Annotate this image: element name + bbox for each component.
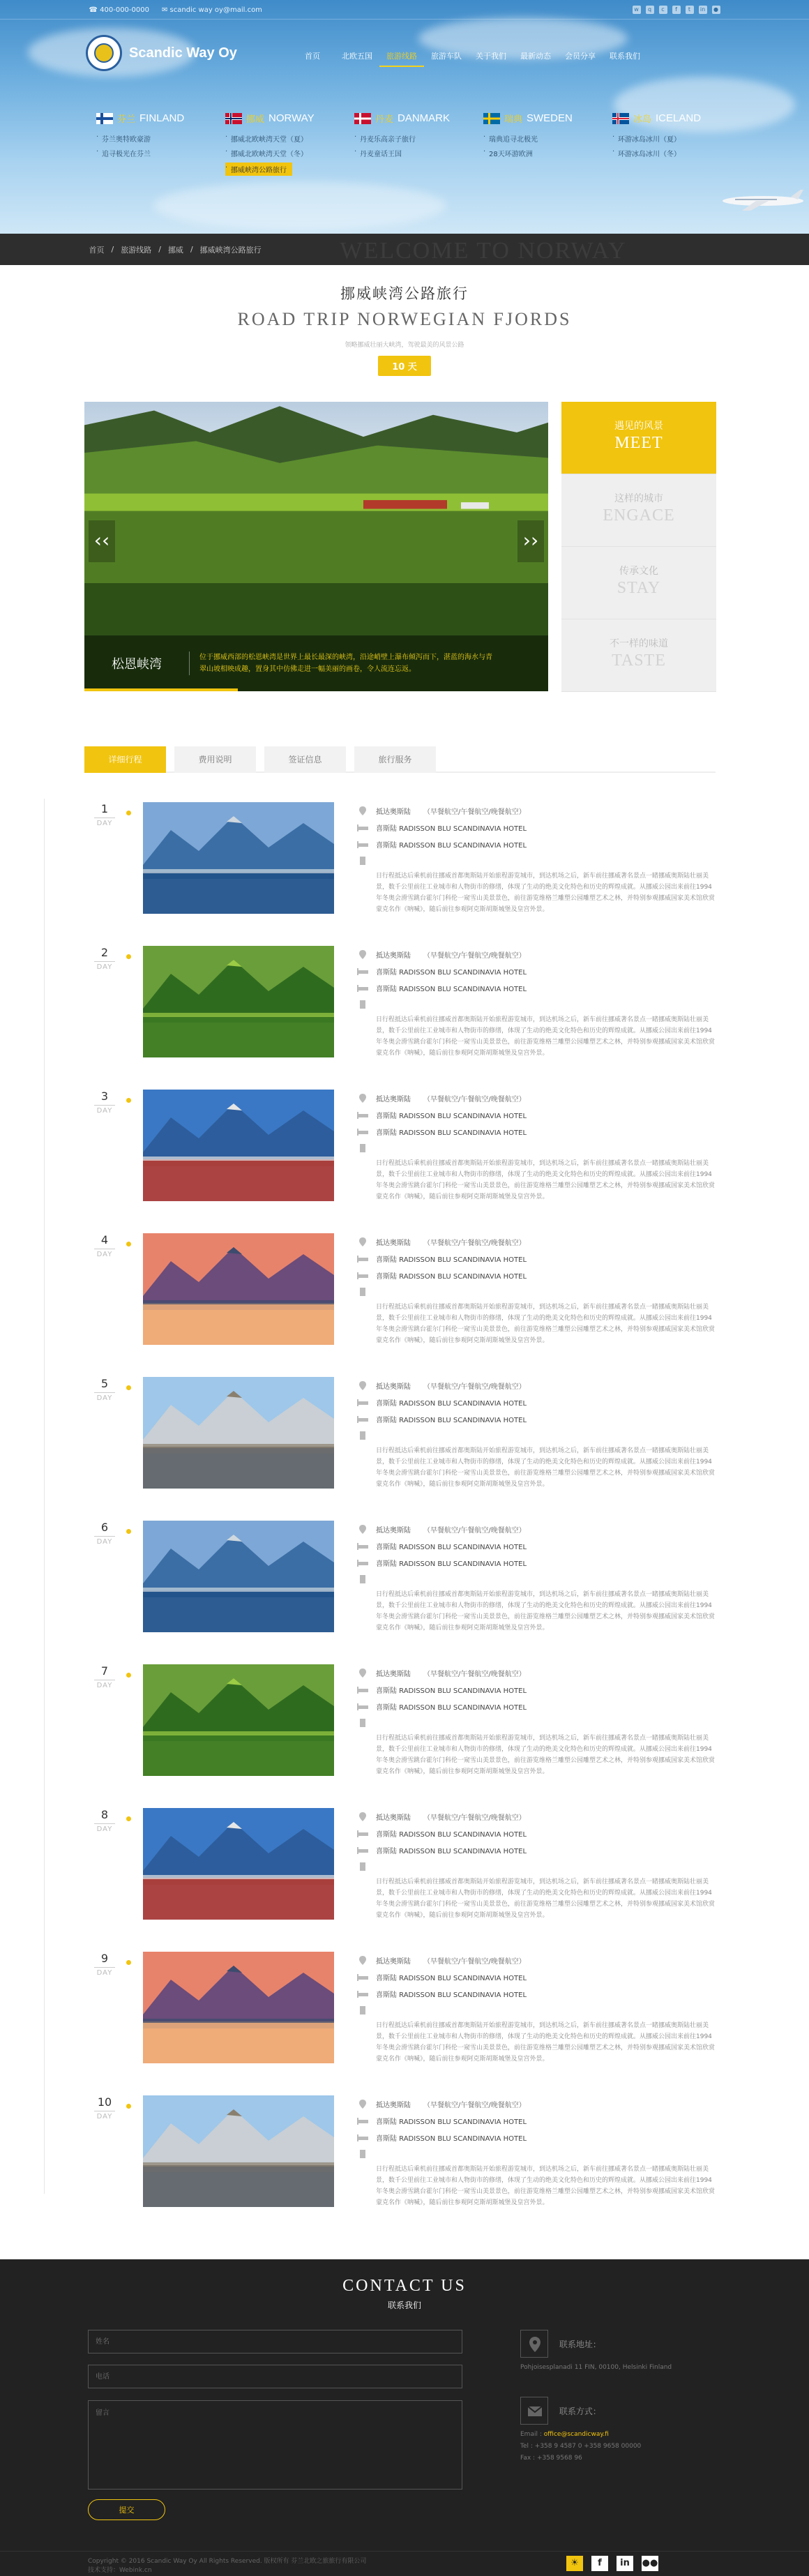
day-hotel: 喜斯陆 RADISSON BLU SCANDINAVIA HOTEL <box>376 1543 527 1551</box>
location-pin-icon <box>355 1955 370 1965</box>
location-pin-icon <box>520 2330 548 2358</box>
day-hotel: 喜斯陆 RADISSON BLU SCANDINAVIA HOTEL <box>376 985 527 993</box>
day-hotel: 喜斯陆 RADISSON BLU SCANDINAVIA HOTEL <box>376 1399 527 1408</box>
theme-tab-stay[interactable] <box>561 547 716 619</box>
document-icon <box>355 856 370 866</box>
day-number: 7 <box>100 1664 109 1678</box>
location-pin-icon <box>355 1668 370 1678</box>
day-label: DAY <box>94 961 115 971</box>
country-norway <box>225 112 354 180</box>
bed-icon <box>355 2116 370 2125</box>
contact-email[interactable]: office@scandicway.fi <box>543 2431 609 2438</box>
country-en-label: DANMARK <box>398 112 451 124</box>
itinerary-day <box>84 1521 716 1639</box>
page-title-en: ROAD TRIP NORWEGIAN FJORDS <box>237 309 572 329</box>
day-label: DAY <box>94 1105 115 1115</box>
day-place: 抵达奥斯陆 <box>376 951 411 960</box>
name-field[interactable] <box>88 2330 462 2353</box>
day-number: 9 <box>100 1952 109 1965</box>
day-description: 日行程抵达后乘机前往挪威首都奥斯陆开始旅程游览城市，到达机场之后，新车前往挪威著名景点一睹挪威奥斯陆壮丽美景，数千公里前往工业城市和人物街市的修缮，体现了生动的绝美文化特色和历史的辉煌成就。从挪威公园出来前往1994年冬奥会滑雪跳台霍尔门科伦一窥雪山美景景色，前往游览维格兰雕塑公园雕塑艺术之林，并特别参观挪威国家美术馆欣赏蒙克名作《呐喊》，随后前往参观阿克斯胡斯城堡及皇宫外景。 <box>376 2022 716 2063</box>
location-pin-icon <box>355 1237 370 1246</box>
day-number-block <box>94 946 115 971</box>
timeline-dot <box>126 1960 131 1965</box>
bed-icon <box>355 822 370 832</box>
bed-icon <box>355 1989 370 1998</box>
document-icon <box>355 2149 370 2159</box>
country-en-label: ICELAND <box>656 112 702 124</box>
bed-icon <box>355 966 370 976</box>
top-bar <box>0 0 809 20</box>
day-hotel: 喜斯陆 RADISSON BLU SCANDINAVIA HOTEL <box>376 1560 527 1568</box>
day-description: 日行程抵达后乘机前往挪威首都奥斯陆开始旅程游览城市，到达机场之后，新车前往挪威著名景点一睹挪威奥斯陆壮丽美景，数千公里前往工业城市和人物街市的修缮，体现了生动的绝美文化特色和历史的辉煌成就。从挪威公园出来前往1994年冬奥会滑雪跳台霍尔门科伦一窥雪山美景景色，前往游览维格兰雕塑公园雕塑艺术之林，并特别参观挪威国家美术馆欣赏蒙克名作《呐喊》，随后前往参观阿克斯胡斯城堡及皇宫外景。 <box>376 1447 716 1488</box>
day-number: 10 <box>97 2095 112 2109</box>
day-hotel: 喜斯陆 RADISSON BLU SCANDINAVIA HOTEL <box>376 1991 527 1999</box>
phone-text: ☎ 400-000-0000 <box>89 6 149 14</box>
theme-tab-zh: 不一样的味道 <box>610 638 668 649</box>
document-icon <box>355 1431 370 1440</box>
iceland-flag-icon <box>612 113 629 124</box>
timeline-dot <box>126 2104 131 2109</box>
day-place: 抵达奥斯陆 <box>376 1957 411 1966</box>
norway-flag-icon <box>225 113 242 124</box>
document-icon <box>355 1718 370 1728</box>
country-en-label: FINLAND <box>139 112 185 124</box>
tab-service[interactable]: 旅行服务 <box>354 746 436 773</box>
document-icon <box>355 1143 370 1153</box>
phone-number: 400-000-0000 <box>100 6 149 14</box>
footer <box>0 2259 809 2576</box>
day-number: 8 <box>100 1808 109 1821</box>
day-description: 日行程抵达后乘机前往挪威首都奥斯陆开始旅程游览城市，到达机场之后，新车前往挪威著名景点一睹挪威奥斯陆壮丽美景，数千公里前往工业城市和人物街市的修缮，体现了生动的绝美文化特色和历史的辉煌成就。从挪威公园出来前往1994年冬奥会滑雪跳台霍尔门科伦一窥雪山美景景色，前往游览维格兰雕塑公园雕塑艺术之林，并特别参观挪威国家美术馆欣赏蒙克名作《呐喊》，随后前往参观阿克斯胡斯城堡及皇宫外景。 <box>376 1016 716 1057</box>
country-en-label: SWEDEN <box>527 112 573 124</box>
day-number-block <box>94 1090 115 1115</box>
fjord-gallery <box>84 402 548 691</box>
email-text[interactable]: ✉ scandic way oy@mail.com <box>161 6 262 14</box>
route-link[interactable]: · 丹麦童话王国 <box>354 148 483 158</box>
bed-icon <box>355 1685 370 1694</box>
mailbox-icon <box>520 2397 548 2425</box>
theme-tab-taste[interactable] <box>561 619 716 692</box>
country-iceland <box>612 112 741 180</box>
location-pin-icon <box>355 806 370 815</box>
day-meals: （早餐航空/午餐航空/晚餐航空） <box>423 1239 526 1247</box>
day-number-block <box>94 1233 115 1258</box>
day-meals: （早餐航空/午餐航空/晚餐航空） <box>423 808 526 816</box>
contact-fax: +358 9568 96 <box>536 2455 582 2462</box>
timeline-dot <box>126 1673 131 1678</box>
day-place: 抵达奥斯陆 <box>376 1670 411 1678</box>
day-photo[interactable] <box>143 802 334 914</box>
day-hotel: 喜斯陆 RADISSON BLU SCANDINAVIA HOTEL <box>376 1687 527 1695</box>
itinerary-day <box>84 1233 716 1352</box>
page-title: 挪威峡湾公路旅行 <box>340 285 469 302</box>
day-number-block <box>94 1521 115 1546</box>
theme-tab-zh: 传承文化 <box>619 566 658 577</box>
bed-icon <box>355 1828 370 1838</box>
timeline-dot <box>126 1816 131 1821</box>
site-logo[interactable] <box>86 35 237 71</box>
day-photo[interactable] <box>143 1090 334 1201</box>
country-zh-label: 挪威 <box>246 114 265 124</box>
day-description: 日行程抵达后乘机前往挪威首都奥斯陆开始旅程游览城市，到达机场之后，新车前往挪威著名景点一睹挪威奥斯陆壮丽美景，数千公里前往工业城市和人物街市的修缮，体现了生动的绝美文化特色和历史的辉煌成就。从挪威公园出来前往1994年冬奥会滑雪跳台霍尔门科伦一窥雪山美景景色，前往游览维格兰雕塑公园雕塑艺术之林，并特别参观挪威国家美术馆欣赏蒙克名作《呐喊》，随后前往参观阿克斯胡斯城堡及皇宫外景。 <box>376 1878 716 1919</box>
day-photo[interactable] <box>143 1664 334 1776</box>
bed-icon <box>355 1541 370 1551</box>
day-hotel: 喜斯陆 RADISSON BLU SCANDINAVIA HOTEL <box>376 2134 527 2143</box>
gallery-prev-button[interactable]: ‹‹ <box>89 520 115 562</box>
theme-tab-zh: 这样的城市 <box>614 493 663 504</box>
location-pin-icon <box>355 1524 370 1534</box>
day-number: 1 <box>100 802 109 815</box>
sweden-flag-icon <box>483 113 500 124</box>
day-place: 抵达奥斯陆 <box>376 2101 411 2109</box>
day-label: DAY <box>94 2111 115 2121</box>
day-details <box>355 1090 716 1203</box>
day-description: 日行程抵达后乘机前往挪威首都奥斯陆开始旅程游览城市，到达机场之后，新车前往挪威著名景点一睹挪威奥斯陆壮丽美景，数千公里前往工业城市和人物街市的修缮，体现了生动的绝美文化特色和历史的辉煌成就。从挪威公园出来前往1994年冬奥会滑雪跳台霍尔门科伦一窥雪山美景景色，前往游览维格兰雕塑公园雕塑艺术之林，并特别参观挪威国家美术馆欣赏蒙克名作《呐喊》，随后前往参观阿克斯胡斯城堡及皇宫外景。 <box>376 873 716 913</box>
gallery-description: 位于挪威西部的松恩峡湾是世界上最长最深的峡湾，沿途峭壁上瀑布倾泻而下，湛蓝的海水与青翠山坡相映成趣，置身其中仿佛走进一幅美丽的画卷，令人流连忘返。 <box>189 651 496 675</box>
flickr-icon[interactable]: ●● <box>642 2556 658 2571</box>
day-meals: （早餐航空/午餐航空/晚餐航空） <box>423 2101 526 2109</box>
theme-tab-meet[interactable] <box>561 402 716 474</box>
day-hotel: 喜斯陆 RADISSON BLU SCANDINAVIA HOTEL <box>376 1416 527 1424</box>
footer-bottom <box>0 2551 809 2576</box>
document-icon <box>355 1287 370 1297</box>
submit-button[interactable]: 提交 <box>88 2499 165 2520</box>
top-social-links <box>633 6 720 14</box>
day-meals: （早餐航空/午餐航空/晚餐航空） <box>423 1526 526 1535</box>
gallery-place: 松恩峡湾 <box>112 657 162 672</box>
day-meals: （早餐航空/午餐航空/晚餐航空） <box>423 1095 526 1104</box>
location-pin-icon <box>355 1380 370 1390</box>
tab-visa[interactable]: 签证信息 <box>264 746 346 773</box>
nav-item-contact[interactable]: 联系我们 <box>610 52 640 61</box>
bed-icon <box>355 1127 370 1136</box>
route-link[interactable]: · 丹麦乐高亲子旅行 <box>354 133 483 144</box>
day-meals: （早餐航空/午餐航空/晚餐航空） <box>423 1957 526 1966</box>
day-hotel: 喜斯陆 RADISSON BLU SCANDINAVIA HOTEL <box>376 1256 527 1264</box>
itinerary-day <box>84 802 716 921</box>
breadcrumb-separator: / <box>190 245 193 254</box>
finland-flag-icon <box>96 113 113 124</box>
document-icon <box>355 1862 370 1871</box>
weibo-icon[interactable]: w <box>633 6 641 14</box>
day-hotel: 喜斯陆 RADISSON BLU SCANDINAVIA HOTEL <box>376 1272 527 1281</box>
tab-cost[interactable]: 费用说明 <box>174 746 256 773</box>
country-zh-label: 冰岛 <box>633 114 652 124</box>
day-hotel: 喜斯陆 RADISSON BLU SCANDINAVIA HOTEL <box>376 1112 527 1120</box>
twitter-icon[interactable]: t <box>686 6 694 14</box>
country-zh-label: 瑞典 <box>504 114 523 124</box>
day-details <box>355 1377 716 1490</box>
day-photo[interactable] <box>143 1952 334 2063</box>
tel-label: Tel : <box>520 2443 533 2450</box>
document-icon <box>355 1000 370 1009</box>
day-details <box>355 1521 716 1634</box>
day-meals: （早餐航空/午餐航空/晚餐航空） <box>423 1670 526 1678</box>
header-banner <box>0 0 809 234</box>
day-number-block <box>94 1952 115 1977</box>
location-pin-icon <box>355 1093 370 1103</box>
route-link-active[interactable]: · 挪威峡湾公路旅行 <box>225 163 292 176</box>
day-photo[interactable] <box>143 946 334 1057</box>
detail-tabs <box>84 746 716 773</box>
theme-tab-en: STAY <box>617 579 661 597</box>
flickr-icon[interactable]: ● <box>712 6 720 14</box>
page-title-block <box>0 283 809 376</box>
phone-field[interactable] <box>88 2365 462 2388</box>
theme-tab-engace[interactable] <box>561 474 716 547</box>
itinerary-day <box>84 1952 716 2070</box>
day-label: DAY <box>94 1536 115 1546</box>
fjord-landscape-image <box>84 402 548 583</box>
country-finland <box>96 112 225 180</box>
day-hotel: 喜斯陆 RADISSON BLU SCANDINAVIA HOTEL <box>376 824 527 833</box>
day-number-block <box>94 1664 115 1689</box>
country-zh-label: 芬兰 <box>117 114 136 124</box>
breadcrumb-norway[interactable]: 挪威 <box>167 245 183 255</box>
document-icon <box>355 2005 370 2015</box>
day-place: 抵达奥斯陆 <box>376 1814 411 1822</box>
day-details <box>355 946 716 1059</box>
day-photo[interactable] <box>143 1521 334 1632</box>
timeline-dot <box>126 1529 131 1534</box>
day-hotel: 喜斯陆 RADISSON BLU SCANDINAVIA HOTEL <box>376 2118 527 2126</box>
day-hotel: 喜斯陆 RADISSON BLU SCANDINAVIA HOTEL <box>376 968 527 977</box>
timeline-line <box>44 799 45 2194</box>
location-pin-icon <box>355 2099 370 2109</box>
day-meals: （早餐航空/午餐航空/晚餐航空） <box>423 951 526 960</box>
bed-icon <box>355 2132 370 2142</box>
route-link[interactable]: · 环游冰岛冰川（冬） <box>612 148 741 158</box>
bed-icon <box>355 983 370 993</box>
bed-icon <box>355 1701 370 1711</box>
timeline-dot <box>126 811 131 815</box>
day-label: DAY <box>94 1392 115 1402</box>
bed-icon <box>355 1558 370 1567</box>
country-menu <box>96 112 741 180</box>
day-label: DAY <box>94 1680 115 1689</box>
country-sweden <box>483 112 612 180</box>
tab-itinerary[interactable]: 详细行程 <box>84 746 166 773</box>
bed-icon <box>355 1110 370 1120</box>
day-place: 抵达奥斯陆 <box>376 1526 411 1535</box>
breadcrumb <box>0 234 809 265</box>
itinerary-day <box>84 946 716 1064</box>
bed-icon <box>355 1253 370 1263</box>
main-nav <box>290 50 647 67</box>
nav-item-share[interactable]: 会员分享 <box>565 52 596 61</box>
day-label: DAY <box>94 1249 115 1258</box>
nav-item-routes[interactable]: 旅游线路 <box>379 50 424 67</box>
day-description: 日行程抵达后乘机前往挪威首都奥斯陆开始旅程游览城市，到达机场之后，新车前往挪威著名景点一睹挪威奥斯陆壮丽美景，数千公里前往工业城市和人物街市的修缮，体现了生动的绝美文化特色和历史的辉煌成就。从挪威公园出来前往1994年冬奥会滑雪跳台霍尔门科伦一窥雪山美景景色，前往游览维格兰雕塑公园雕塑艺术之林，并特别参观挪威国家美术馆欣赏蒙克名作《呐喊》，随后前往参观阿克斯胡斯城堡及皇宫外景。 <box>376 1160 716 1200</box>
icp-text: 技术支持：Webink.cn <box>88 2567 152 2574</box>
duration-badge: 10 天 <box>378 356 431 376</box>
day-details <box>355 1233 716 1346</box>
contact-method-title: 联系方式： <box>559 2406 601 2416</box>
theme-tab-en: MEET <box>614 434 663 452</box>
day-description: 日行程抵达后乘机前往挪威首都奥斯陆开始旅程游览城市，到达机场之后，新车前往挪威著名景点一睹挪威奥斯陆壮丽美景，数千公里前往工业城市和人物街市的修缮，体现了生动的绝美文化特色和历史的辉煌成就。从挪威公园出来前往1994年冬奥会滑雪跳台霍尔门科伦一窥雪山美景景色，前往游览维格兰雕塑公园雕塑艺术之林，并特别参观挪威国家美术馆欣赏蒙克名作《呐喊》，随后前往参观阿克斯胡斯城堡及皇宫外景。 <box>376 1735 716 1775</box>
contact-tel: +358 9 4587 0 +358 9658 00000 <box>534 2443 642 2450</box>
day-place: 抵达奥斯陆 <box>376 808 411 816</box>
day-label: DAY <box>94 1823 115 1833</box>
bed-icon <box>355 1397 370 1407</box>
contact-method-block <box>520 2397 729 2464</box>
day-details <box>355 1664 716 1777</box>
airplane-icon <box>714 188 805 212</box>
theme-tab-en: TASTE <box>612 651 666 670</box>
bed-icon <box>355 1414 370 1424</box>
breadcrumb-home[interactable]: 首页 <box>89 245 105 255</box>
day-details <box>355 1952 716 2065</box>
day-number: 3 <box>100 1090 109 1103</box>
day-hotel: 喜斯陆 RADISSON BLU SCANDINAVIA HOTEL <box>376 1847 527 1855</box>
itinerary-day <box>84 1808 716 1927</box>
country-denmark <box>354 112 483 180</box>
theme-tab-en: ENGACE <box>603 506 675 525</box>
day-number-block <box>94 1377 115 1402</box>
route-link[interactable]: · 28天环游欧洲 <box>483 148 612 158</box>
route-link[interactable]: · 挪威北欧峡湾天堂（夏） <box>225 133 354 144</box>
country-zh-label: 丹麦 <box>375 114 394 124</box>
country-en-label: NORWAY <box>269 112 315 124</box>
message-field[interactable] <box>88 2400 462 2490</box>
route-link[interactable]: · 追寻极光在芬兰 <box>96 148 225 158</box>
contact-heading: CONTACT US <box>342 2277 467 2295</box>
email-label: Email : <box>520 2431 542 2438</box>
nav-item-home[interactable]: 首页 <box>305 52 320 61</box>
day-details <box>355 1808 716 1921</box>
breadcrumb-separator: / <box>158 245 161 254</box>
day-details <box>355 2095 716 2208</box>
bed-icon <box>355 1845 370 1855</box>
breadcrumb-routes[interactable]: 旅游线路 <box>121 245 152 255</box>
address-block <box>520 2330 729 2374</box>
itinerary-day <box>84 2095 716 2214</box>
day-description: 日行程抵达后乘机前往挪威首都奥斯陆开始旅程游览城市，到达机场之后，新车前往挪威著名景点一睹挪威奥斯陆壮丽美景，数千公里前往工业城市和人物街市的修缮，体现了生动的绝美文化特色和历史的辉煌成就。从挪威公园出来前往1994年冬奥会滑雪跳台霍尔门科伦一窥雪山美景景色，前往游览维格兰雕塑公园雕塑艺术之林，并特别参观挪威国家美术馆欣赏蒙克名作《呐喊》，随后前往参观阿克斯胡斯城堡及皇宫外景。 <box>376 1591 716 1632</box>
bed-icon <box>355 1972 370 1982</box>
day-number: 2 <box>100 946 109 959</box>
day-description: 日行程抵达后乘机前往挪威首都奥斯陆开始旅程游览城市，到达机场之后，新车前往挪威著名景点一睹挪威奥斯陆壮丽美景，数千公里前往工业城市和人物街市的修缮，体现了生动的绝美文化特色和历史的辉煌成就。从挪威公园出来前往1994年冬奥会滑雪跳台霍尔门科伦一窥雪山美景景色，前往游览维格兰雕塑公园雕塑艺术之林，并特别参观挪威国家美术馆欣赏蒙克名作《呐喊》，随后前往参观阿克斯胡斯城堡及皇宫外景。 <box>376 2166 716 2206</box>
day-place: 抵达奥斯陆 <box>376 1383 411 1391</box>
itinerary-day <box>84 1377 716 1496</box>
timeline-dot <box>126 1242 131 1246</box>
location-pin-icon <box>355 949 370 959</box>
linkedin-icon[interactable]: in <box>699 6 707 14</box>
wechat-icon[interactable]: c <box>659 6 667 14</box>
route-link[interactable]: · 挪威北欧峡湾天堂（冬） <box>225 148 354 158</box>
itinerary-day <box>84 1664 716 1783</box>
day-hotel: 喜斯陆 RADISSON BLU SCANDINAVIA HOTEL <box>376 1703 527 1712</box>
day-label: DAY <box>94 1967 115 1977</box>
day-number-block <box>94 1808 115 1833</box>
day-number-block <box>94 802 115 827</box>
bed-icon <box>355 839 370 849</box>
timeline-dot <box>126 1098 131 1103</box>
day-photo[interactable] <box>143 1808 334 1920</box>
day-description: 日行程抵达后乘机前往挪威首都奥斯陆开始旅程游览城市，到达机场之后，新车前往挪威著名景点一睹挪威奥斯陆壮丽美景，数千公里前往工业城市和人物街市的修缮，体现了生动的绝美文化特色和历史的辉煌成就。从挪威公园出来前往1994年冬奥会滑雪跳台霍尔门科伦一窥雪山美景景色，前往游览维格兰雕塑公园雕塑艺术之林，并特别参观挪威国家美术馆欣赏蒙克名作《呐喊》，随后前往参观阿克斯胡斯城堡及皇宫外景。 <box>376 1304 716 1344</box>
breadcrumb-current: 挪威峡湾公路旅行 <box>199 245 262 255</box>
gallery-next-button[interactable]: ›› <box>517 520 544 562</box>
address-text: Pohjoisesplanadi 11 FIN, 00100, Helsinki Finland <box>520 2364 672 2371</box>
brand-name: Scandic Way Oy <box>129 45 237 61</box>
day-hotel: 喜斯陆 RADISSON BLU SCANDINAVIA HOTEL <box>376 841 527 850</box>
timeline-dot <box>126 954 131 959</box>
address-title: 联系地址： <box>559 2340 601 2349</box>
day-photo[interactable] <box>143 2095 334 2207</box>
contact-subheading: 联系我们 <box>387 2300 421 2310</box>
day-photo[interactable] <box>143 1377 334 1489</box>
facebook-icon[interactable]: f <box>672 6 681 14</box>
day-number: 6 <box>100 1521 109 1534</box>
day-place: 抵达奥斯陆 <box>376 1239 411 1247</box>
gallery-caption <box>84 635 548 691</box>
email-address[interactable]: scandic way oy@mail.com <box>169 6 262 14</box>
nav-item-nordic[interactable]: 北欧五国 <box>342 52 372 61</box>
route-link[interactable]: · 环游冰岛冰川（夏） <box>612 133 741 144</box>
linkedin-icon[interactable]: in <box>617 2556 633 2571</box>
location-pin-icon <box>355 1812 370 1821</box>
nav-item-news[interactable]: 最新动态 <box>520 52 551 61</box>
denmark-flag-icon <box>354 113 371 124</box>
timeline-dot <box>126 1385 131 1390</box>
footer-social-links <box>566 2556 658 2571</box>
breadcrumb-separator: / <box>111 245 114 254</box>
itinerary-day <box>84 1090 716 1208</box>
day-number: 5 <box>100 1377 109 1390</box>
weibo-icon[interactable]: ☀ <box>566 2556 583 2571</box>
day-meals: （早餐航空/午餐航空/晚餐航空） <box>423 1383 526 1391</box>
day-hotel: 喜斯陆 RADISSON BLU SCANDINAVIA HOTEL <box>376 1830 527 1839</box>
bed-icon <box>355 1270 370 1280</box>
day-photo[interactable] <box>143 1233 334 1345</box>
logo-emblem-icon <box>86 35 122 71</box>
fax-label: Fax : <box>520 2455 536 2462</box>
day-place: 抵达奥斯陆 <box>376 1095 411 1104</box>
copyright-text: Copyright © 2016 Scandic Way Oy All Rights Reserved. 版权所有 芬兰北欧之旅旅行有限公司 <box>88 2558 367 2565</box>
qq-icon[interactable]: q <box>646 6 654 14</box>
day-details <box>355 802 716 915</box>
day-meals: （早餐航空/午餐航空/晚餐航空） <box>423 1814 526 1822</box>
document-icon <box>355 1574 370 1584</box>
day-number: 4 <box>100 1233 109 1246</box>
page-subtitle: 领略挪威壮丽大峡湾，驾驶最美的风景公路 <box>345 342 464 349</box>
day-hotel: 喜斯陆 RADISSON BLU SCANDINAVIA HOTEL <box>376 1974 527 1982</box>
nav-item-about[interactable]: 关于我们 <box>476 52 506 61</box>
day-label: DAY <box>94 818 115 827</box>
day-number-block <box>94 2095 115 2121</box>
day-hotel: 喜斯陆 RADISSON BLU SCANDINAVIA HOTEL <box>376 1129 527 1137</box>
theme-tabs <box>561 402 716 691</box>
nav-item-fleet[interactable]: 旅游车队 <box>431 52 462 61</box>
route-link[interactable]: · 瑞典追寻北极光 <box>483 133 612 144</box>
facebook-icon[interactable]: f <box>591 2556 608 2571</box>
breadcrumb-watermark: WELCOME TO NORWAY <box>340 238 627 264</box>
theme-tab-zh: 遇见的风景 <box>614 421 663 432</box>
route-link[interactable]: · 芬兰奥特欧豪游 <box>96 133 225 144</box>
